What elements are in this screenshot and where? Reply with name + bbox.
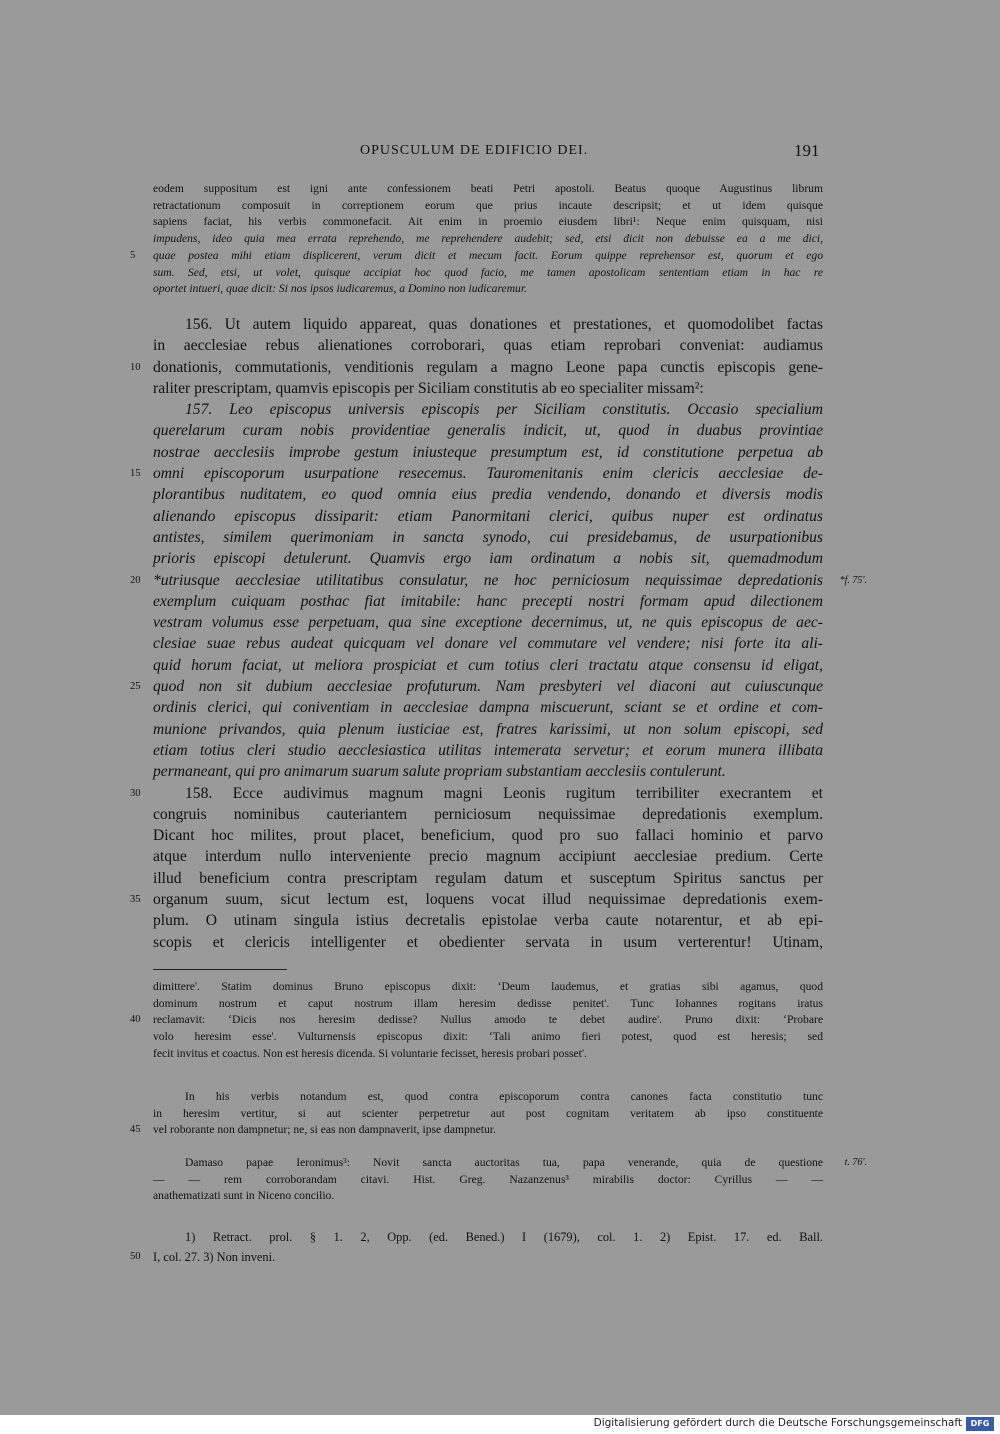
line-text: 158. Ecce audivimus magnum magni Leonis rugitum terribiliter execrantem et: [185, 784, 823, 802]
text-line: [153, 1046, 823, 1063]
line-number: 30: [130, 787, 141, 799]
line-text: raliter prescriptam, quamvis episcopis per Siciliam constitutis ab eo specialiter missam²:: [153, 379, 704, 397]
credit-text: Digitalisierung gefördert durch die Deutsche Forschungsgemeinschaft: [593, 1417, 962, 1429]
text-line: [130, 357, 823, 378]
main-text-block: [130, 314, 867, 953]
critical-apparatus-c: [153, 1155, 867, 1205]
text-line: [153, 420, 823, 441]
text-line: [153, 1106, 823, 1123]
line-text: Damaso papae Ieronimus³: Novit sancta auctoritas tua, papa venerande, quia de questione: [185, 1156, 823, 1169]
line-number: 20: [130, 574, 141, 586]
line-text: quid horum faciat, ut meliora prospiciat et cum totius cleri tractatu atque consensu id eligat,: [153, 656, 823, 674]
text-line: [153, 804, 823, 825]
line-text: prioris episcopi detulerunt. Quamvis ergo iam ordinatum a nobis sit, quemadmodum: [153, 550, 823, 568]
footnotes-block: [130, 1227, 823, 1267]
text-line: [153, 506, 823, 527]
line-number: 10: [130, 361, 141, 373]
line-text: vel roborante non dampnetur; ne, si eas non dampnaverit, ipse dampnetur.: [153, 1123, 496, 1137]
credit-bar: [0, 1415, 1000, 1434]
text-line: [153, 1172, 823, 1189]
critical-apparatus-a: [130, 979, 823, 1063]
text-line: [153, 378, 823, 399]
margin-folio-note: t. 76'.: [844, 1157, 867, 1168]
text-line: [153, 399, 823, 420]
line-text: reclamavit: ‘Dicis nos heresim dedisse? Nullus amodo te debet audire'. Pruno dixit: ‘Probare: [153, 1013, 823, 1027]
text-line: [130, 463, 823, 484]
text-line: [153, 214, 823, 231]
line-text: in aecclesiae rebus alienationes corroborari, quas etiam reprobari conveniat: audiamus: [153, 337, 823, 355]
running-title: OPUSCULUM DE EDIFICIO DEI.: [360, 143, 589, 158]
text-line: [153, 1089, 823, 1106]
footnote-rule: [153, 969, 287, 970]
text-line: [153, 719, 823, 740]
text-line: [153, 1227, 823, 1247]
text-line: [153, 910, 823, 931]
line-number: 25: [130, 681, 141, 693]
line-text: fecit invitus et coactus. Non est heresis dicenda. Si voluntarie fecisset, heresis probari posset'.: [153, 1046, 587, 1060]
text-line: [153, 314, 823, 335]
text-line: [153, 281, 823, 298]
line-text: permaneant, qui pro animarum suarum salute propriam substantiam aecclesiis contulerunt.: [153, 763, 726, 781]
text-line: [153, 527, 823, 548]
line-text: Dicant hoc milites, prout placet, beneficium, quod pro suo fallaci hominio et parvo: [153, 827, 823, 845]
line-text: plum. O utinam singula istius decretalis epistolae verba caute notarentur, et ab epi-: [153, 912, 823, 930]
text-line: [153, 442, 823, 463]
line-text: illud beneficium contra prescriptam regulam datum et susceptum Spiritus sanctus per: [153, 869, 823, 887]
line-text: clesiae suae rebus audeat quicquam vel donare vel commutare vel vendere; nisi forte ita ali-: [153, 635, 823, 653]
text-line: [130, 783, 823, 804]
text-line: [153, 846, 823, 867]
line-text: organum suum, sicut lectum est, loquens vocat illud nequissimae depredationis exem-: [153, 891, 823, 909]
text-line: [153, 633, 823, 654]
text-line: [153, 591, 823, 612]
line-number: 50: [130, 1251, 141, 1262]
line-number: 40: [130, 1014, 141, 1026]
line-text: sapiens faciat, his verbis commonefacit. Ait enim in proemio eiusdem libri¹: Neque enim quisquam, nisi: [153, 215, 823, 229]
text-line: [153, 761, 823, 782]
line-text: atque interdum nullo interveniente precio magnum accipiunt aecclesiae predium. Certe: [153, 848, 823, 866]
text-line: [153, 697, 823, 718]
margin-folio-note: *f. 75'.: [839, 574, 867, 586]
line-text: nostrae aecclesiis improbe gestum iniusteque presumptum est, id constitutione perpetua ab: [153, 443, 823, 461]
line-number: 5: [130, 249, 136, 261]
text-line: [153, 825, 823, 846]
text-line: [153, 655, 823, 676]
line-text: dimittere'. Statim dominus Bruno episcopus dixit: ‘Deum laudemus, et gratias sibi agamus, quod: [153, 980, 823, 993]
line-text: ordinis clerici, qui coniventiam in aecclesiae dampna miscuerunt, sciant se et ordine et com-: [153, 699, 823, 717]
line-text: quod non sit dubium aecclesiae profuturum. Nam presbyteri vel diaconi aut cuiuscunque: [153, 678, 823, 696]
line-text: quae postea mihi etiam displicerent, verum dicit et mecum facit. Eorum quippe reprehensor est, quorum et ego: [153, 248, 823, 262]
text-line: [153, 265, 823, 282]
text-line: [130, 676, 823, 697]
text-line: [153, 198, 823, 215]
page-header: [0, 143, 1000, 163]
line-text: scopis et clericis intelligenter et obedienter servata in usum verterentur! Utinam,: [153, 933, 823, 951]
line-text: 157. Leo episcopus universis episcopis per Siciliam constitutis. Occasio specialium: [185, 401, 823, 419]
text-line: [130, 570, 867, 591]
line-text: 156. Ut autem liquido appareat, quas donationes et prestationes, et quomodolibet factas: [185, 316, 823, 333]
line-number: 45: [130, 1124, 141, 1136]
text-line: [130, 1122, 823, 1139]
text-line: [153, 335, 823, 356]
line-text: dominum nostrum et caput nostrum illam heresim dedisse penitet'. Tunc Iohannes rogitans iratus: [153, 996, 823, 1010]
text-line: [153, 1029, 823, 1046]
line-text: retractationum composuit in correptionem eorum que prius incaute descripsit; et ut idem quisque: [153, 198, 823, 212]
text-line: [153, 612, 823, 633]
line-text: omni episcoporum usurpatione resecemus. Tauromenitanis enim clericis aecclesiae de-: [153, 465, 823, 483]
line-text: congruis nominibus cauteriantem perniciosum nequissimae depredationis exemplum.: [153, 805, 823, 823]
text-line: [153, 548, 823, 569]
text-line: [153, 231, 823, 248]
line-text: donationis, commutationis, venditionis regulam a magno Leone papa cunctis episcopis gene-: [153, 358, 823, 376]
text-line: [130, 248, 823, 265]
line-text: vestram volumus esse perpetuam, qua sine exceptione decernimus, ut, ne quis episcopus de aec-: [153, 614, 823, 632]
line-text: volo heresim esse'. Vulturnensis episcopus dixit: ‘Tali animo fieri potest, quod est heresis; sed: [153, 1030, 823, 1044]
text-line: [153, 996, 823, 1013]
top-footnote-block: [130, 181, 823, 298]
line-text: etiam totius cleri studio aecclesiastica utilitas intemerata servetur; et eorum munera illibata: [153, 741, 823, 759]
line-text: anathematizati sunt in Niceno concilio.: [153, 1189, 335, 1203]
dfg-logo: DFG: [966, 1417, 994, 1431]
line-text: eodem suppositum est igni ante confessionem beati Petri apostoli. Beatus quoque Augustinus librum: [153, 182, 823, 195]
text-line: [153, 740, 823, 761]
line-text: oportet intueri, quae dicit: Si nos ipsos iudicaremus, a Domino non iudicaremur.: [153, 282, 527, 296]
line-text: querelarum curam nobis providentiae generalis indicit, ut, quod in duabus provintiae: [153, 422, 823, 440]
text-line: [130, 889, 823, 910]
text-line: [130, 1012, 823, 1029]
line-text: — — rem corroborandam citavi. Hist. Greg. Nazanzenus³ mirabilis doctor: Cyrillus — —: [153, 1172, 823, 1186]
line-text: impudens, ideo quia mea errata reprehendo, me reprehendere audebit; sed, etsi dicit non debuisse ea a me dici,: [153, 232, 823, 246]
line-text: I, col. 27. 3) Non inveni.: [153, 1250, 276, 1264]
line-text: in heresim vertitur, si aut scienter perpetretur aut post cognitam veritatem ab ipso constituente: [153, 1106, 823, 1120]
line-number: 35: [130, 894, 141, 906]
text-line: [153, 1155, 867, 1172]
text-line: [153, 181, 823, 198]
text-line: [153, 868, 823, 889]
line-text: munione privandos, quia plenum iusticiae est, fratres karissimi, ut non solum episcopi, sed: [153, 720, 823, 738]
line-text: plorantibus nuditatem, eo quod omnia eius predia vendendo, donando et diversis modis: [153, 486, 823, 504]
critical-apparatus-b: [130, 1089, 823, 1139]
page-number: 191: [794, 141, 820, 160]
line-text: In his verbis notandum est, quod contra episcoporum contra canones facta constitutio tunc: [185, 1090, 823, 1103]
text-line: [130, 1247, 823, 1267]
line-text: exemplum cuiquam posthac fiat imitabile: hanc precepti nostri formam apud dilectionem: [153, 592, 823, 610]
line-text: alienando episcopus dissiparit: etiam Panormitani clerici, quibus nuper est ordinatus: [153, 507, 823, 525]
line-text: *utriusque aecclesiae utilitatibus consulatur, ne hoc perniciosum nequissimae depredationis: [153, 571, 823, 589]
line-text: antistes, similem querimoniam in sancta synodo, cui presidebamus, de usurpationibus: [153, 528, 823, 546]
text-line: [153, 1188, 823, 1205]
line-text: 1) Retract. prol. § 1. 2, Opp. (ed. Bened.) I (1679), col. 1. 2) Epist. 17. ed. Ball.: [185, 1230, 823, 1244]
text-line: [153, 484, 823, 505]
text-line: [153, 932, 823, 953]
line-text: sum. Sed, etsi, ut volet, quisque accipiat hoc quod facio, me tamen apostolicam sententiam etiam in hac re: [153, 265, 823, 279]
text-line: [153, 979, 823, 996]
line-number: 15: [130, 468, 141, 480]
